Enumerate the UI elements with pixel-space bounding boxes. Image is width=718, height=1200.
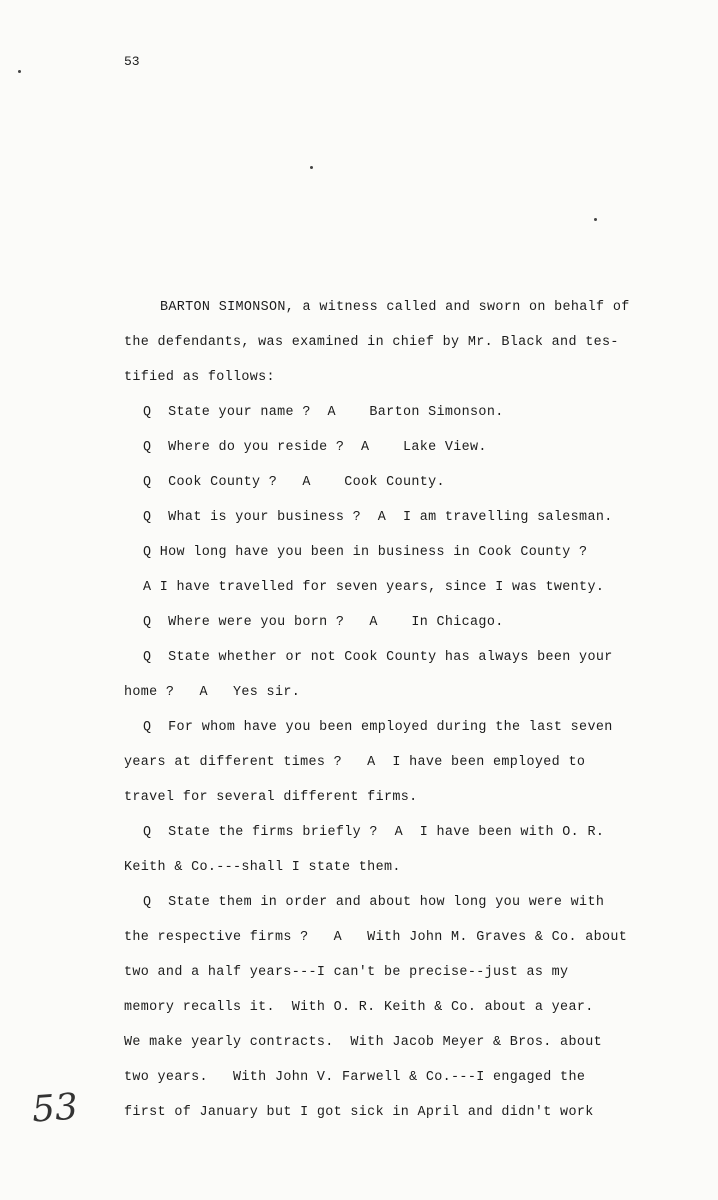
ink-speck — [594, 218, 597, 221]
text-line: Q Cook County ? A Cook County. — [143, 475, 445, 490]
text-line: Q State the firms briefly ? A I have been with O. R. — [143, 825, 605, 840]
text-line: memory recalls it. With O. R. Keith & Co. about a year. — [124, 1000, 594, 1015]
ink-speck — [310, 166, 313, 169]
text-line: home ? A Yes sir. — [124, 685, 301, 700]
ink-speck — [18, 70, 21, 73]
text-line: Q State whether or not Cook County has always been your — [143, 650, 613, 665]
page-number: 53 — [124, 54, 140, 69]
text-line: Q State your name ? A Barton Simonson. — [143, 405, 504, 420]
text-line: BARTON SIMONSON, a witness called and sworn on behalf of — [160, 300, 630, 315]
text-line: Keith & Co.---shall I state them. — [124, 860, 401, 875]
text-line: tified as follows: — [124, 370, 275, 385]
text-line: Q Where were you born ? A In Chicago. — [143, 615, 504, 630]
text-line: Q How long have you been in business in Cook County ? — [143, 545, 588, 560]
text-line: Q State them in order and about how long you were with — [143, 895, 605, 910]
text-line: the respective firms ? A With John M. Graves & Co. about — [124, 930, 628, 945]
text-line: years at different times ? A I have been employed to — [124, 755, 586, 770]
text-line: Q Where do you reside ? A Lake View. — [143, 440, 487, 455]
text-line: A I have travelled for seven years, since I was twenty. — [143, 580, 605, 595]
text-line: We make yearly contracts. With Jacob Meyer & Bros. about — [124, 1035, 602, 1050]
text-line: travel for several different firms. — [124, 790, 418, 805]
text-line: Q For whom have you been employed during the last seven — [143, 720, 613, 735]
text-line: the defendants, was examined in chief by Mr. Black and tes- — [124, 335, 619, 350]
handwritten-margin-note: 53 — [30, 1086, 80, 1131]
text-line: two and a half years---I can't be precise--just as my — [124, 965, 569, 980]
text-line: first of January but I got sick in April and didn't work — [124, 1105, 594, 1120]
text-line: two years. With John V. Farwell & Co.---I engaged the — [124, 1070, 586, 1085]
text-line: Q What is your business ? A I am travelling salesman. — [143, 510, 613, 525]
